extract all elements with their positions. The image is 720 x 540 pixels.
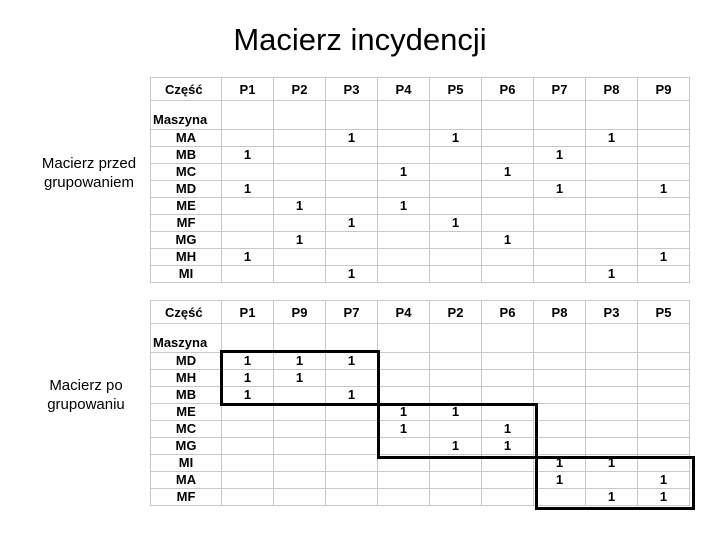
incidence-cell — [586, 370, 638, 387]
incidence-cell — [638, 266, 690, 283]
empty-cell — [378, 324, 430, 353]
incidence-cell — [430, 198, 482, 215]
incidence-cell — [430, 181, 482, 198]
table-row — [151, 370, 690, 387]
part-header — [151, 301, 222, 324]
table-row — [151, 421, 690, 438]
incidence-cell — [222, 404, 274, 421]
incidence-cell: 1 — [378, 198, 430, 215]
incidence-cell — [586, 232, 638, 249]
machine-name: MB — [151, 387, 222, 404]
column-header: P2 — [274, 78, 326, 101]
incidence-cell — [274, 164, 326, 181]
machine-name: MC — [151, 421, 222, 438]
column-header: P8 — [586, 78, 638, 101]
table-row — [151, 266, 690, 283]
incidence-cell: 1 — [534, 181, 586, 198]
machine-name: MI — [151, 266, 222, 283]
column-header: P3 — [586, 301, 638, 324]
incidence-cell — [430, 370, 482, 387]
incidence-cell — [482, 130, 534, 147]
incidence-cell — [430, 455, 482, 472]
incidence-cell — [274, 489, 326, 506]
incidence-cell — [430, 232, 482, 249]
incidence-cell: 1 — [534, 455, 586, 472]
column-header: P5 — [430, 78, 482, 101]
incidence-cell — [534, 370, 586, 387]
machine-name: MG — [151, 232, 222, 249]
incidence-cell — [534, 198, 586, 215]
incidence-cell — [482, 266, 534, 283]
machine-name: MC — [151, 164, 222, 181]
incidence-cell — [430, 249, 482, 266]
incidence-cell — [274, 181, 326, 198]
incidence-cell: 1 — [638, 181, 690, 198]
incidence-cell: 1 — [222, 249, 274, 266]
incidence-cell: 1 — [586, 489, 638, 506]
column-header: P6 — [482, 301, 534, 324]
incidence-cell: 1 — [326, 266, 378, 283]
incidence-cell — [638, 404, 690, 421]
machine-name: MG — [151, 438, 222, 455]
incidence-cell: 1 — [222, 370, 274, 387]
incidence-cell — [378, 147, 430, 164]
incidence-cell — [326, 489, 378, 506]
incidence-cell — [430, 489, 482, 506]
table-row — [151, 438, 690, 455]
incidence-cell — [274, 404, 326, 421]
machine-name: MD — [151, 181, 222, 198]
incidence-cell — [534, 164, 586, 181]
incidence-cell — [638, 421, 690, 438]
empty-cell — [638, 101, 690, 130]
incidence-cell — [222, 489, 274, 506]
incidence-cell: 1 — [638, 489, 690, 506]
incidence-cell: 1 — [274, 370, 326, 387]
machine-header-label: Maszyna — [153, 334, 208, 350]
table-row — [151, 489, 690, 506]
incidence-cell — [274, 266, 326, 283]
empty-cell — [586, 101, 638, 130]
machine-name: MA — [151, 130, 222, 147]
incidence-cell: 1 — [430, 404, 482, 421]
empty-cell — [222, 101, 274, 130]
incidence-cell — [482, 387, 534, 404]
incidence-cell — [430, 421, 482, 438]
incidence-cell — [326, 472, 378, 489]
table-row — [151, 455, 690, 472]
incidence-cell — [482, 472, 534, 489]
incidence-cell — [378, 387, 430, 404]
table-row — [151, 164, 690, 181]
machine-name: MD — [151, 353, 222, 370]
incidence-cell — [586, 438, 638, 455]
column-header: P3 — [326, 78, 378, 101]
table-row — [151, 249, 690, 266]
incidence-cell — [378, 370, 430, 387]
incidence-cell — [378, 130, 430, 147]
incidence-cell — [222, 266, 274, 283]
incidence-cell — [326, 421, 378, 438]
machine-name: ME — [151, 404, 222, 421]
column-header: P8 — [534, 301, 586, 324]
incidence-cell — [586, 421, 638, 438]
incidence-cell: 1 — [378, 421, 430, 438]
incidence-cell — [326, 249, 378, 266]
incidence-cell — [586, 353, 638, 370]
incidence-cell — [378, 232, 430, 249]
incidence-cell — [222, 130, 274, 147]
incidence-cell — [534, 489, 586, 506]
incidence-cell: 1 — [378, 404, 430, 421]
incidence-cell — [326, 232, 378, 249]
incidence-cell: 1 — [586, 130, 638, 147]
incidence-cell — [274, 455, 326, 472]
column-header: P6 — [482, 78, 534, 101]
incidence-cell: 1 — [638, 249, 690, 266]
incidence-cell — [534, 249, 586, 266]
incidence-cell — [378, 181, 430, 198]
incidence-cell: 1 — [482, 438, 534, 455]
incidence-cell — [534, 353, 586, 370]
column-header: P5 — [638, 301, 690, 324]
table-row — [151, 404, 690, 421]
incidence-cell: 1 — [534, 147, 586, 164]
table-row — [151, 147, 690, 164]
incidence-cell — [222, 215, 274, 232]
machine-name: MB — [151, 147, 222, 164]
incidence-cell: 1 — [430, 438, 482, 455]
column-header: P4 — [378, 78, 430, 101]
incidence-cell — [586, 215, 638, 232]
incidence-cell: 1 — [638, 472, 690, 489]
incidence-cell: 1 — [274, 353, 326, 370]
column-header: P7 — [326, 301, 378, 324]
incidence-cell — [638, 232, 690, 249]
incidence-cell: 1 — [326, 387, 378, 404]
incidence-cell — [482, 181, 534, 198]
incidence-cell — [430, 147, 482, 164]
incidence-cell — [586, 147, 638, 164]
column-header: P2 — [430, 301, 482, 324]
incidence-cell — [534, 232, 586, 249]
incidence-cell — [274, 147, 326, 164]
incidence-cell — [638, 164, 690, 181]
incidence-cell — [326, 438, 378, 455]
incidence-cell — [638, 130, 690, 147]
incidence-cell — [378, 353, 430, 370]
incidence-cell — [378, 455, 430, 472]
incidence-cell: 1 — [482, 421, 534, 438]
empty-cell — [482, 101, 534, 130]
incidence-cell — [274, 438, 326, 455]
empty-cell — [586, 324, 638, 353]
incidence-cell — [586, 249, 638, 266]
incidence-cell — [586, 181, 638, 198]
incidence-cell — [638, 147, 690, 164]
incidence-cell — [222, 421, 274, 438]
machine-name: ME — [151, 198, 222, 215]
incidence-cell — [378, 489, 430, 506]
machine-header — [151, 101, 222, 130]
machine-header-label: Maszyna — [153, 111, 208, 127]
incidence-cell: 1 — [430, 130, 482, 147]
incidence-cell: 1 — [326, 130, 378, 147]
incidence-cell — [430, 353, 482, 370]
incidence-cell — [586, 164, 638, 181]
incidence-cell — [586, 387, 638, 404]
incidence-cell — [274, 472, 326, 489]
incidence-cell: 1 — [326, 353, 378, 370]
incidence-cell — [586, 404, 638, 421]
empty-cell — [482, 324, 534, 353]
incidence-cell — [430, 266, 482, 283]
table-row — [151, 387, 690, 404]
incidence-cell: 1 — [326, 215, 378, 232]
machine-name: MH — [151, 249, 222, 266]
incidence-cell — [482, 198, 534, 215]
incidence-cell — [274, 249, 326, 266]
empty-cell — [222, 324, 274, 353]
matrix-before-table — [150, 77, 690, 283]
column-header: P7 — [534, 78, 586, 101]
incidence-cell: 1 — [274, 198, 326, 215]
incidence-cell — [534, 438, 586, 455]
incidence-cell: 1 — [222, 353, 274, 370]
incidence-cell — [586, 198, 638, 215]
incidence-cell — [430, 387, 482, 404]
incidence-cell — [326, 370, 378, 387]
incidence-cell — [534, 266, 586, 283]
incidence-cell: 1 — [482, 232, 534, 249]
part-header-label: Część — [165, 304, 203, 320]
empty-cell — [534, 324, 586, 353]
incidence-cell: 1 — [430, 215, 482, 232]
incidence-cell: 1 — [222, 181, 274, 198]
incidence-cell — [222, 438, 274, 455]
table-row — [151, 472, 690, 489]
empty-cell — [326, 101, 378, 130]
incidence-cell — [378, 249, 430, 266]
machine-name: MF — [151, 215, 222, 232]
incidence-cell — [378, 266, 430, 283]
incidence-cell — [534, 215, 586, 232]
incidence-cell — [638, 198, 690, 215]
incidence-cell — [482, 455, 534, 472]
incidence-cell: 1 — [586, 266, 638, 283]
incidence-cell: 1 — [274, 232, 326, 249]
machine-name: MH — [151, 370, 222, 387]
incidence-cell — [222, 455, 274, 472]
incidence-cell — [482, 404, 534, 421]
table-row — [151, 181, 690, 198]
incidence-cell: 1 — [222, 147, 274, 164]
incidence-cell — [482, 489, 534, 506]
table-row — [151, 353, 690, 370]
incidence-cell — [326, 147, 378, 164]
empty-cell — [638, 324, 690, 353]
incidence-cell — [274, 215, 326, 232]
machine-name: MA — [151, 472, 222, 489]
incidence-cell: 1 — [586, 455, 638, 472]
incidence-cell — [638, 438, 690, 455]
page-title: Macierz incydencji — [233, 22, 487, 57]
machine-name: MF — [151, 489, 222, 506]
column-header: P9 — [638, 78, 690, 101]
column-header: P4 — [378, 301, 430, 324]
column-header: P1 — [222, 301, 274, 324]
incidence-cell — [274, 421, 326, 438]
column-header: P9 — [274, 301, 326, 324]
incidence-cell — [326, 164, 378, 181]
incidence-cell — [482, 215, 534, 232]
machine-name: MI — [151, 455, 222, 472]
incidence-cell — [534, 387, 586, 404]
label-before: Macierz przed grupowaniem — [41, 155, 137, 191]
incidence-cell — [222, 472, 274, 489]
incidence-cell — [222, 198, 274, 215]
incidence-cell — [274, 387, 326, 404]
incidence-cell — [638, 387, 690, 404]
incidence-cell — [326, 181, 378, 198]
incidence-cell — [534, 421, 586, 438]
incidence-cell: 1 — [222, 387, 274, 404]
incidence-cell: 1 — [534, 472, 586, 489]
matrix-after-table — [150, 300, 690, 506]
label-after: Macierz po grupowaniu — [47, 377, 125, 413]
empty-cell — [430, 101, 482, 130]
incidence-cell: 1 — [378, 164, 430, 181]
empty-cell — [326, 324, 378, 353]
incidence-cell — [534, 404, 586, 421]
part-header-label: Część — [165, 81, 203, 97]
incidence-cell — [638, 215, 690, 232]
incidence-cell — [638, 370, 690, 387]
table-row — [151, 215, 690, 232]
incidence-cell: 1 — [482, 164, 534, 181]
table-row — [151, 130, 690, 147]
incidence-cell — [430, 472, 482, 489]
empty-cell — [274, 324, 326, 353]
incidence-cell — [326, 198, 378, 215]
empty-cell — [534, 101, 586, 130]
table-row — [151, 198, 690, 215]
empty-cell — [274, 101, 326, 130]
incidence-cell — [378, 215, 430, 232]
empty-cell — [378, 101, 430, 130]
machine-header — [151, 324, 222, 353]
part-header — [151, 78, 222, 101]
incidence-cell — [378, 472, 430, 489]
column-header: P1 — [222, 78, 274, 101]
incidence-cell — [638, 455, 690, 472]
incidence-cell — [430, 164, 482, 181]
incidence-cell — [326, 404, 378, 421]
incidence-cell — [222, 164, 274, 181]
incidence-cell — [482, 353, 534, 370]
incidence-cell — [274, 130, 326, 147]
incidence-cell — [222, 232, 274, 249]
incidence-cell — [534, 130, 586, 147]
empty-cell — [430, 324, 482, 353]
incidence-cell — [586, 472, 638, 489]
incidence-cell — [482, 147, 534, 164]
table-row — [151, 232, 690, 249]
incidence-cell — [482, 249, 534, 266]
incidence-cell — [638, 353, 690, 370]
incidence-cell — [326, 455, 378, 472]
incidence-cell — [482, 370, 534, 387]
incidence-cell — [378, 438, 430, 455]
